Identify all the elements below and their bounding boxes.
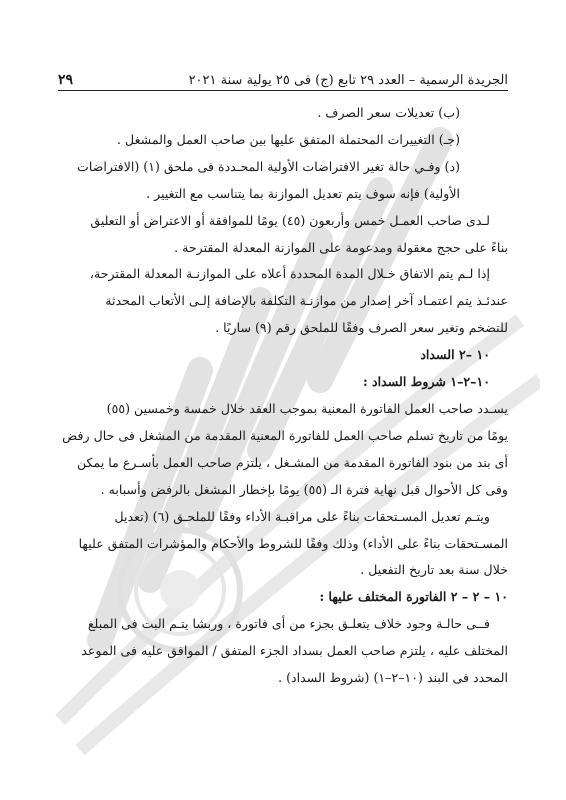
text-line: يومًا من تاريخ تسلم صاحب العمل للفاتورة المعنية المقدمة من المشغل فى حال رفض <box>62 427 508 443</box>
page-header <box>58 58 508 88</box>
subsection-heading: ١٠ – ٢ – ٢ الفاتورة المختلف عليها : <box>319 589 508 605</box>
text-line: عندئـذ يتم اعتمـاد آخر إصدار من موازنـة التكلفة بالإضافة إلـى الأتعاب المحدثة <box>105 293 508 309</box>
text-line: للتضخم وتغير سعر الصرف وفقًا للملحق رقم (٩) ساريًا . <box>215 320 508 336</box>
text-line: المختلف عليه ، يلتزم صاحب العمل بسداد الجزء المتفق / الموافق عليه فى الموعد <box>81 643 508 659</box>
text-line: يسـدد صاحب العمل الفاتورة المعنية بموجب العقد خلال خمسة وخمسين (٥٥) <box>106 400 508 416</box>
text-line: المحدد فى البند (١٠–٢–١) (شروط السداد) . <box>278 670 508 686</box>
text-line: إذا لـم يتم الاتفاق خـلال المدة المحددة أعلاه على الموازنـة المعدلة المقترحة، <box>89 266 490 282</box>
text-line: أى بند من بنود الفاتورة المقدمة من المشـغل ، يلتزم صاحب العمل بأسـرع ما يمكن <box>76 454 508 470</box>
document-body <box>58 100 508 692</box>
text-line: فــى حالـة وجود خلاف يتعلـق بجزء من أى فاتورة ، وربشا يتـم البت فى المبلغ <box>87 616 490 632</box>
text-line: خلال سنة بعد تاريخ التفعيل . <box>360 562 508 578</box>
section-heading: ١٠ –٢ السداد <box>420 347 490 363</box>
text-line: (د) وفـي حالة تغير الافتراضات الأولية المحـددة فى ملحق (١) (الافتراضات <box>77 158 460 174</box>
gazette-header-title: الجريدة الرسمية – العدد ٢٩ تابع (ج) فى ٢٥ يولية سنة ٢٠٢١ <box>188 73 508 88</box>
header-divider <box>58 90 508 91</box>
text-line: ويتـم تعديل المسـتحقات بناءً على مراقبـة الأداء وفقًا للملحـق (٦) (تعديل <box>114 508 490 524</box>
subsection-heading: ١٠–٢–١ شروط السداد : <box>363 374 490 390</box>
text-line: وفى كل الأحوال قبل نهاية فترة الـ (٥٥) يومًا بإخطار المشغل بالرفض وأسبابه . <box>100 481 508 497</box>
text-line: المسـتحقات بناءً على الأداء) وذلك وفقًا للشروط والأحكام والمؤشرات المتفق عليها <box>78 535 508 551</box>
text-line: بناءً على حجج معقولة ومدعومة على الموازنة المعدلة المقترحة . <box>174 239 508 255</box>
text-line: (ب) تعديلات سعر الصرف . <box>317 105 460 120</box>
text-line: لـدى صاحب العمـل خمس وأربعون (٤٥) يومًا للموافقة أو الاعتراض أو التعليق <box>90 212 490 228</box>
page-number: ٢٩ <box>58 72 74 88</box>
text-line: الأولية) فإنه سوف يتم تعديل الموازنة بما يتناسب مع التغيير . <box>146 185 460 201</box>
text-line: (جـ) التغييرات المحتملة المتفق عليها بين صاحب العمل والمشغل . <box>117 131 460 147</box>
